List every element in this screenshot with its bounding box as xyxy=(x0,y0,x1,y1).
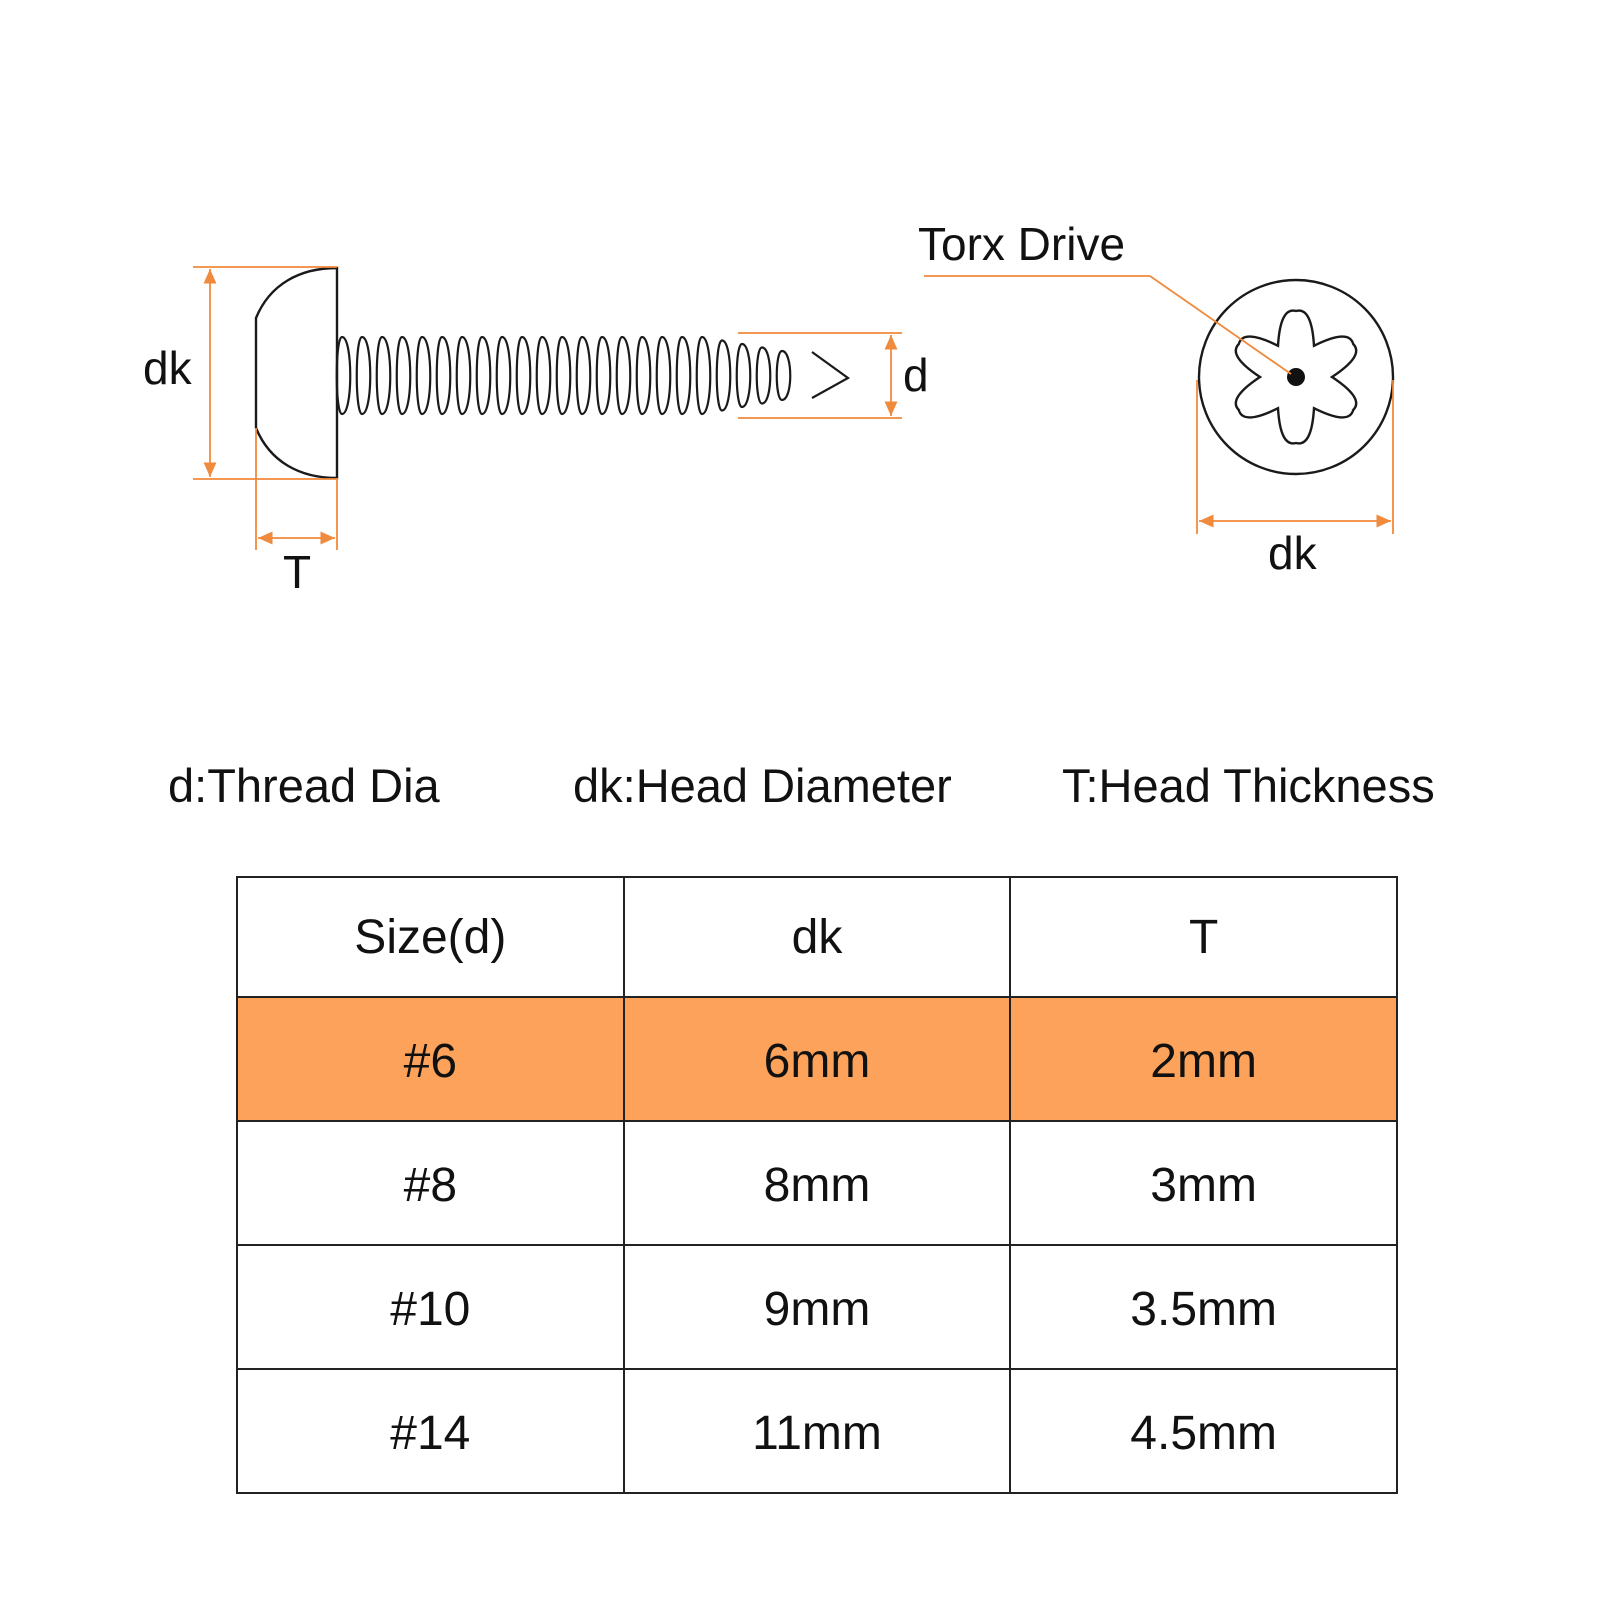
thread-turn xyxy=(577,337,591,414)
table-cell-size: #14 xyxy=(237,1369,624,1493)
thread-turn xyxy=(717,341,731,411)
table-row xyxy=(237,997,1397,1121)
top-dk-label: dk xyxy=(1268,527,1317,579)
table-cell-dk: 11mm xyxy=(624,1369,1011,1493)
table-row xyxy=(237,1121,1397,1245)
side-t-label: T xyxy=(283,546,312,598)
screw-thread xyxy=(337,337,848,414)
thread-turn xyxy=(637,337,651,414)
thread-turn xyxy=(737,344,751,407)
table-cell-dk: 6mm xyxy=(624,997,1011,1121)
header-size: Size(d) xyxy=(237,877,624,997)
screw-top-view xyxy=(918,218,1393,579)
screw-tip xyxy=(812,352,848,398)
thread-turn xyxy=(657,337,671,414)
header-t: T xyxy=(1010,877,1397,997)
thread-turn xyxy=(537,337,551,414)
torx-drive-label: Torx Drive xyxy=(918,218,1126,270)
torx-leader-line xyxy=(1150,276,1291,374)
table-row xyxy=(237,1245,1397,1369)
table-cell-dk: 8mm xyxy=(624,1121,1011,1245)
table-header-row xyxy=(237,877,1397,997)
table-cell-t: 3.5mm xyxy=(1010,1245,1397,1369)
thread-turn xyxy=(337,337,351,414)
thread-turn xyxy=(697,337,711,414)
table-cell-t: 4.5mm xyxy=(1010,1369,1397,1493)
thread-turn xyxy=(457,337,471,414)
header-dk: dk xyxy=(624,877,1011,997)
screw-head-outline xyxy=(256,268,337,478)
legend-thread-dia: d:Thread Dia xyxy=(168,759,440,812)
side-d-label: d xyxy=(903,349,929,401)
thread-turn xyxy=(517,337,531,414)
legend-head-diameter: dk:Head Diameter xyxy=(573,759,952,812)
screw-side-view xyxy=(143,267,929,598)
thread-turn xyxy=(617,337,631,414)
thread-turn xyxy=(377,337,391,414)
thread-turn xyxy=(597,337,611,414)
thread-turn xyxy=(437,337,451,414)
thread-turn xyxy=(677,337,691,414)
thread-turn xyxy=(397,337,411,414)
table-cell-size: #10 xyxy=(237,1245,624,1369)
thread-turn xyxy=(777,351,791,400)
thread-turn xyxy=(497,337,511,414)
table-cell-t: 2mm xyxy=(1010,997,1397,1121)
table-cell-dk: 9mm xyxy=(624,1245,1011,1369)
thread-turn xyxy=(757,348,771,404)
side-dk-label: dk xyxy=(143,342,192,394)
table-cell-size: #6 xyxy=(237,997,624,1121)
thread-turn xyxy=(417,337,431,414)
thread-turn xyxy=(477,337,491,414)
table-cell-t: 3mm xyxy=(1010,1121,1397,1245)
thread-turn xyxy=(557,337,571,414)
size-spec-table xyxy=(236,876,1398,1494)
table-row xyxy=(237,1369,1397,1493)
table-cell-size: #8 xyxy=(237,1121,624,1245)
legend-head-thickness: T:Head Thickness xyxy=(1062,759,1435,812)
thread-turn xyxy=(357,337,371,414)
torx-center-dot xyxy=(1287,368,1305,386)
